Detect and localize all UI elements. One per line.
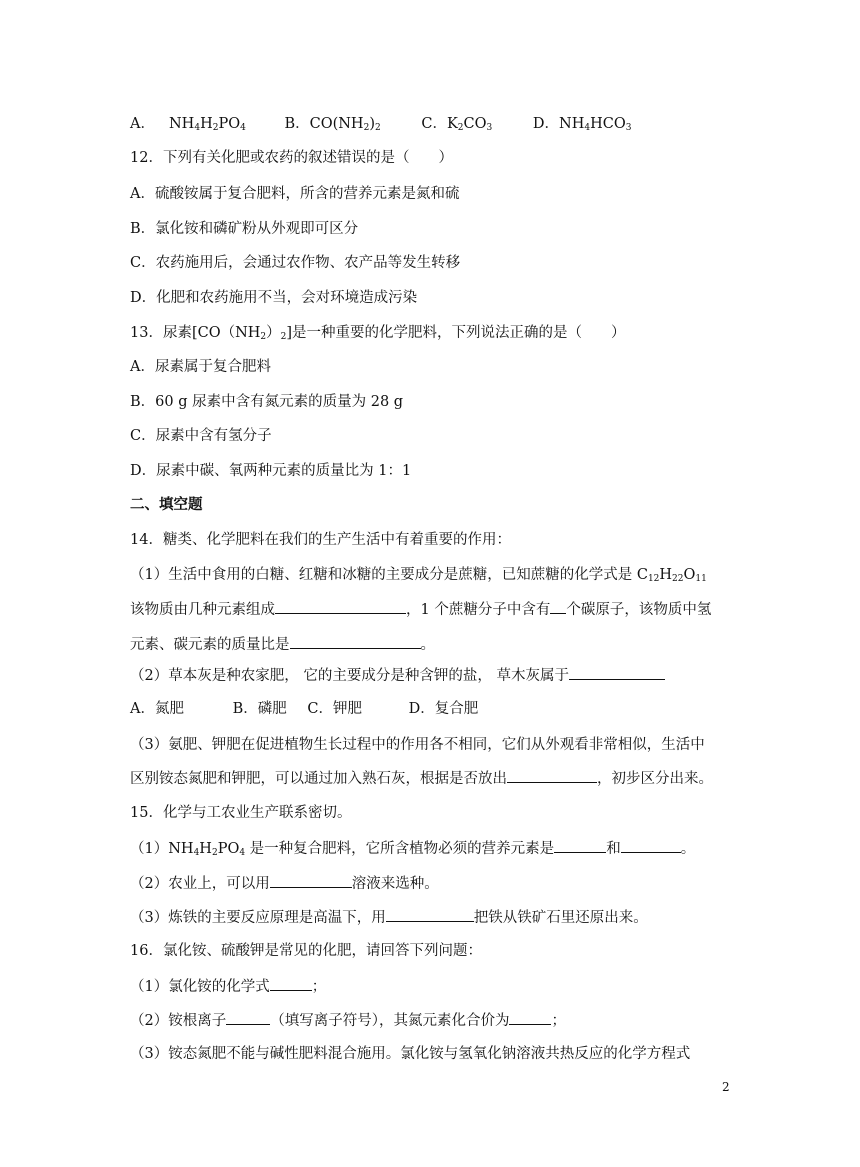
q15-part3: （3）炼铁的主要反应原理是高温下，用 把铁从铁矿石里还原出来。 [130, 907, 648, 928]
q12-option-c: C．农药施用后，会通过农作物、农产品等发生转移 [130, 255, 461, 271]
answer-blank[interactable] [226, 1010, 270, 1025]
q13-option-a: A．尿素属于复合肥料 [130, 359, 271, 375]
q14-part2: （2）草本灰是种农家肥， 它的主要成分是种含钾的盐， 草木灰属于 [130, 665, 665, 686]
q16-part2: （2）铵根离子 （填写离子符号），其氮元素化合价为 ； [130, 1010, 566, 1031]
q14-part3-line2: 区别铵态氮肥和钾肥，可以通过加入熟石灰，根据是否放出 ，初步区分出来。 [130, 768, 713, 789]
q14-part3-line1: （3）氨肥、钾肥在促进植物生长过程中的作用各不相同，它们从外观看非常相似，生活中 [130, 737, 705, 753]
answer-blank[interactable] [509, 1010, 551, 1025]
q11-option-c: C．$K_2CO_3$ [421, 116, 493, 133]
answer-blank[interactable] [621, 838, 681, 853]
q14-option-b: B．磷肥 [232, 701, 287, 717]
q13-stem: 13．尿素$[CO(NH_2)_2]$是一种重要的化学肥料，下列说法正确的是（ ） [130, 325, 626, 342]
answer-blank[interactable] [554, 838, 606, 853]
q14-option-c: C．钾肥 [307, 701, 362, 717]
answer-blank[interactable] [270, 976, 312, 991]
q12-option-a: A．硫酸铵属于复合肥料，所含的营养元素是氮和硫 [130, 186, 460, 202]
q15-part1: $(1)NH_4H_2PO_4$ 是一种复合肥料，它所含植物必须的营养元素是 和 。 [130, 838, 695, 859]
q12-option-d: D．化肥和农药施用不当，会对环境造成污染 [130, 290, 418, 306]
q14-part1-line2: 该物质由几种元素组成 ，1 个蔗糖分子中含有 个碳原子，该物质中氢 [130, 599, 711, 620]
q13-option-c: C．尿素中含有氢分子 [130, 428, 272, 444]
q11-option-b: B．$CO(NH_2)_2$ [284, 116, 381, 133]
q13-option-d: D．尿素中碳、氧两种元素的质量比为 1：1 [130, 463, 412, 479]
answer-blank[interactable] [270, 873, 352, 888]
q16-part3: （3）铵态氮肥不能与碱性肥料混合施用。氯化铵与氢氧化钠溶液共热反应的化学方程式 [130, 1046, 691, 1062]
answer-blank[interactable] [550, 599, 566, 614]
q16-part1: （1）氯化铵的化学式 ； [130, 976, 326, 997]
q12-stem: 12．下列有关化肥或农药的叙述错误的是（ ） [130, 150, 453, 166]
q14-stem: 14．糖类、化学肥料在我们的生产生活中有着重要的作用： [130, 532, 511, 548]
answer-blank[interactable] [386, 907, 474, 922]
q15-stem: 15．化学与工农业生产联系密切。 [130, 805, 352, 821]
section-heading: 二、填空题 [130, 496, 203, 513]
q14-part1-line3: 元素、碳元素的质量比是 。 [130, 634, 435, 655]
q11-option-a: A． $NH_4H_2PO_4$ [130, 116, 246, 133]
q14-part2-options [130, 699, 478, 719]
q14-option-a: A．氮肥 [130, 701, 184, 717]
q14-option-d: D．复合肥 [408, 701, 479, 717]
q15-part2: （2）农业上，可以用 溶液来选种。 [130, 873, 439, 894]
q16-stem: 16．氯化铵、硫酸钾是常见的化肥，请回答下列问题： [130, 943, 482, 959]
q11-options [130, 114, 631, 134]
answer-blank[interactable] [507, 768, 597, 783]
q13-option-b: B．60 g 尿素中含有氮元素的质量为 28 g [130, 394, 404, 410]
q12-option-b: B．氯化铵和磷矿粉从外观即可区分 [130, 221, 359, 237]
page-number: 2 [722, 1080, 730, 1094]
answer-blank[interactable] [275, 599, 406, 614]
q14-part1-line1: （1）生活中食用的白糖、红糖和冰糖的主要成分是蔗糖，已知蔗糖的化学式是 $C_{12}H_{22}O_{11}$ [130, 567, 707, 584]
answer-blank[interactable] [290, 634, 421, 649]
answer-blank[interactable] [569, 665, 665, 680]
q11-option-d: D．$NH_4HCO_3$ [532, 116, 632, 133]
